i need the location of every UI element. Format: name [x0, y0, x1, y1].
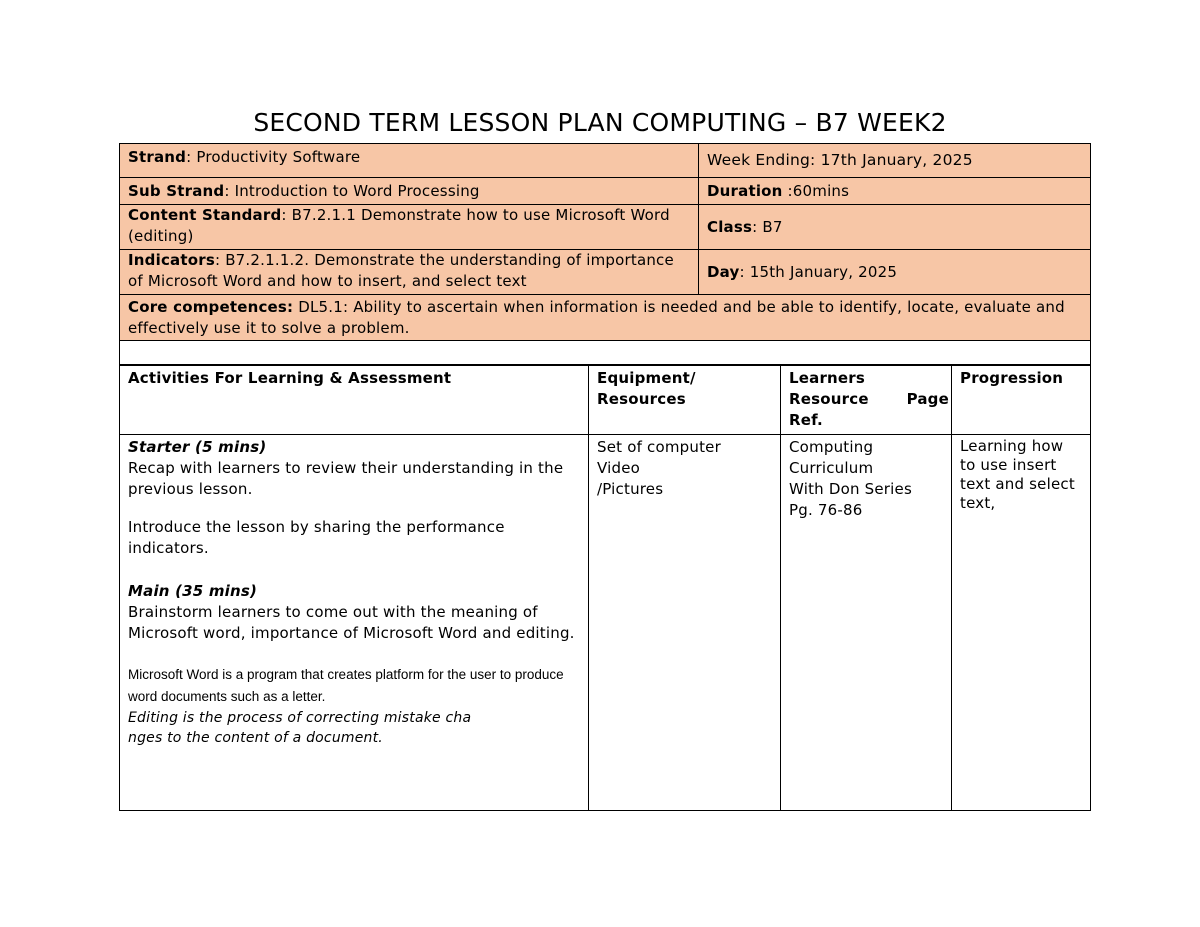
equipment-line1: Set of computer — [597, 438, 721, 456]
main-text: Brainstorm learners to come out with the meaning of Microsoft word, importance of Microsoft Word and editing. — [128, 603, 575, 642]
duration-cell — [699, 178, 1091, 205]
strand-value: : Productivity Software — [186, 148, 361, 166]
class-cell — [699, 205, 1091, 250]
day-value: : 15th January, 2025 — [739, 262, 898, 281]
activities-cell — [120, 435, 589, 811]
activities-header-text: Activities For Learning & Assessment — [128, 369, 452, 387]
day-label: Day — [707, 262, 740, 281]
indicators-cell — [120, 250, 699, 295]
starter-text: Recap with learners to review their understanding in the previous lesson. — [128, 459, 564, 498]
editing-line-2: nges to the content of a document. — [128, 730, 383, 746]
core-competences-label: Core competences: — [128, 298, 294, 316]
learners-header-line1: Learners — [789, 369, 866, 387]
learners-line2: Curriculum — [789, 459, 874, 477]
learners-header-line2 — [789, 389, 949, 410]
content-standard-cell — [120, 205, 699, 250]
page-title: SECOND TERM LESSON PLAN COMPUTING – B7 WEEK2 — [253, 108, 947, 137]
progression-text: Learning how to use insert text and select text, — [960, 437, 1075, 512]
learners-header-line3: Ref. — [789, 411, 823, 429]
starter-heading: Starter (5 mins) — [128, 438, 267, 456]
learners-line4: Pg. 76-86 — [789, 501, 863, 519]
sub-strand-cell — [120, 178, 699, 205]
lesson-header-table — [119, 143, 1091, 366]
activities-table — [119, 364, 1091, 811]
activities-column-header — [120, 365, 589, 435]
learners-line1: Computing — [789, 438, 874, 456]
learners-resource-cell — [781, 435, 952, 811]
strand-cell — [120, 144, 699, 178]
duration-value: :60mins — [782, 181, 850, 200]
equipment-header-line2: Resources — [597, 390, 686, 408]
intro-text: Introduce the lesson by sharing the performance indicators. — [128, 518, 505, 557]
learners-header-page: Page — [906, 390, 949, 408]
equipment-column-header — [589, 365, 781, 435]
day-cell — [699, 250, 1091, 295]
learners-line3: With Don Series — [789, 480, 912, 498]
duration-label: Duration — [707, 181, 783, 200]
equipment-header-line1: Equipment/ — [597, 369, 696, 387]
week-ending-value: Week Ending: 17th January, 2025 — [707, 151, 973, 169]
class-label: Class — [707, 217, 753, 236]
learners-resource-column-header — [781, 365, 952, 435]
equipment-line3: /Pictures — [597, 480, 664, 498]
indicators-value: : B7.2.1.1.2. Demonstrate the understanding of importance of Microsoft Word and how to insert, and select text — [128, 251, 674, 290]
core-competences-value: DL5.1: Ability to ascertain when information is needed and be able to identify, locate, evaluate and effectively use it to solve a problem. — [128, 298, 1065, 337]
content-standard-value: : B7.2.1.1 Demonstrate how to use Microsoft Word (editing) — [128, 206, 670, 245]
week-ending-cell — [699, 144, 1091, 178]
learners-header-resource: Resource — [789, 390, 869, 408]
class-value: : B7 — [752, 217, 783, 236]
equipment-cell — [589, 435, 781, 811]
empty-row — [120, 341, 1091, 366]
editing-line-1: Editing is the process of correcting mistake cha — [128, 710, 472, 726]
main-heading: Main (35 mins) — [128, 582, 258, 600]
sub-strand-label: Sub Strand — [128, 181, 225, 200]
progression-header-text: Progression — [960, 369, 1064, 387]
progression-cell — [952, 435, 1091, 811]
content-standard-label: Content Standard — [128, 206, 282, 224]
definition-text: Microsoft Word is a program that creates platform for the user to produce word documents such as a letter. — [128, 667, 564, 704]
progression-column-header — [952, 365, 1091, 435]
core-competences-cell — [120, 295, 1091, 341]
equipment-line2: Video — [597, 459, 641, 477]
indicators-label: Indicators — [128, 251, 215, 269]
sub-strand-value: : Introduction to Word Processing — [224, 181, 480, 200]
strand-label: Strand — [128, 148, 187, 166]
